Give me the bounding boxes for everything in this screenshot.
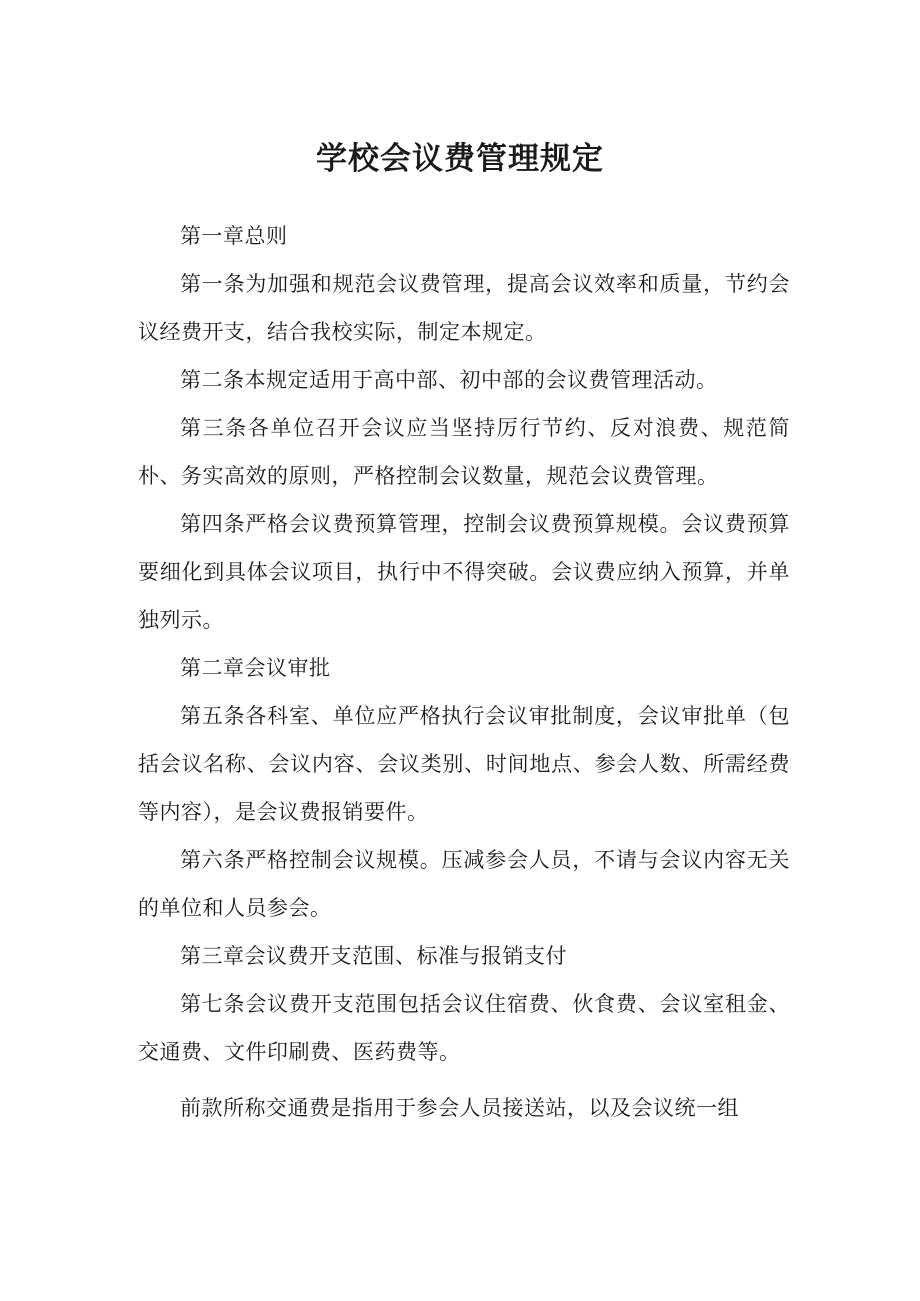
article-paragraph: 第三条各单位召开会议应当坚持厉行节约、反对浪费、规范简朴、务实高效的原则，严格控制会议数量，规范会议费管理。: [138, 416, 790, 488]
article-paragraph: 前款所称交通费是指用于参会人员接送站，以及会议统一组: [180, 1096, 739, 1120]
document-title: 学校会议费管理规定: [316, 141, 604, 177]
chapter-heading: 第一章总则: [180, 224, 288, 248]
document-body: [138, 212, 790, 1132]
chapter-heading: 第二章会议审批: [180, 656, 331, 680]
article-paragraph: 第一条为加强和规范会议费管理，提高会议效率和质量，节约会议经费开支，结合我校实际，制定本规定。: [138, 272, 790, 344]
article-paragraph: 第六条严格控制会议规模。压减参会人员，不请与会议内容无关的单位和人员参会。: [138, 848, 790, 920]
article-paragraph: 第四条严格会议费预算管理，控制会议费预算规模。会议费预算要细化到具体会议项目，执行中不得突破。会议费应纳入预算，并单独列示。: [138, 512, 790, 632]
article-paragraph: 第七条会议费开支范围包括会议住宿费、伙食费、会议室租金、交通费、文件印刷费、医药费等。: [138, 992, 790, 1064]
chapter-heading: 第三章会议费开支范围、标准与报销支付: [180, 944, 567, 968]
article-paragraph: 第二条本规定适用于高中部、初中部的会议费管理活动。: [180, 368, 718, 392]
article-paragraph: 第五条各科室、单位应严格执行会议审批制度，会议审批单（包括会议名称、会议内容、会议类别、时间地点、参会人数、所需经费等内容），是会议费报销要件。: [138, 704, 790, 824]
